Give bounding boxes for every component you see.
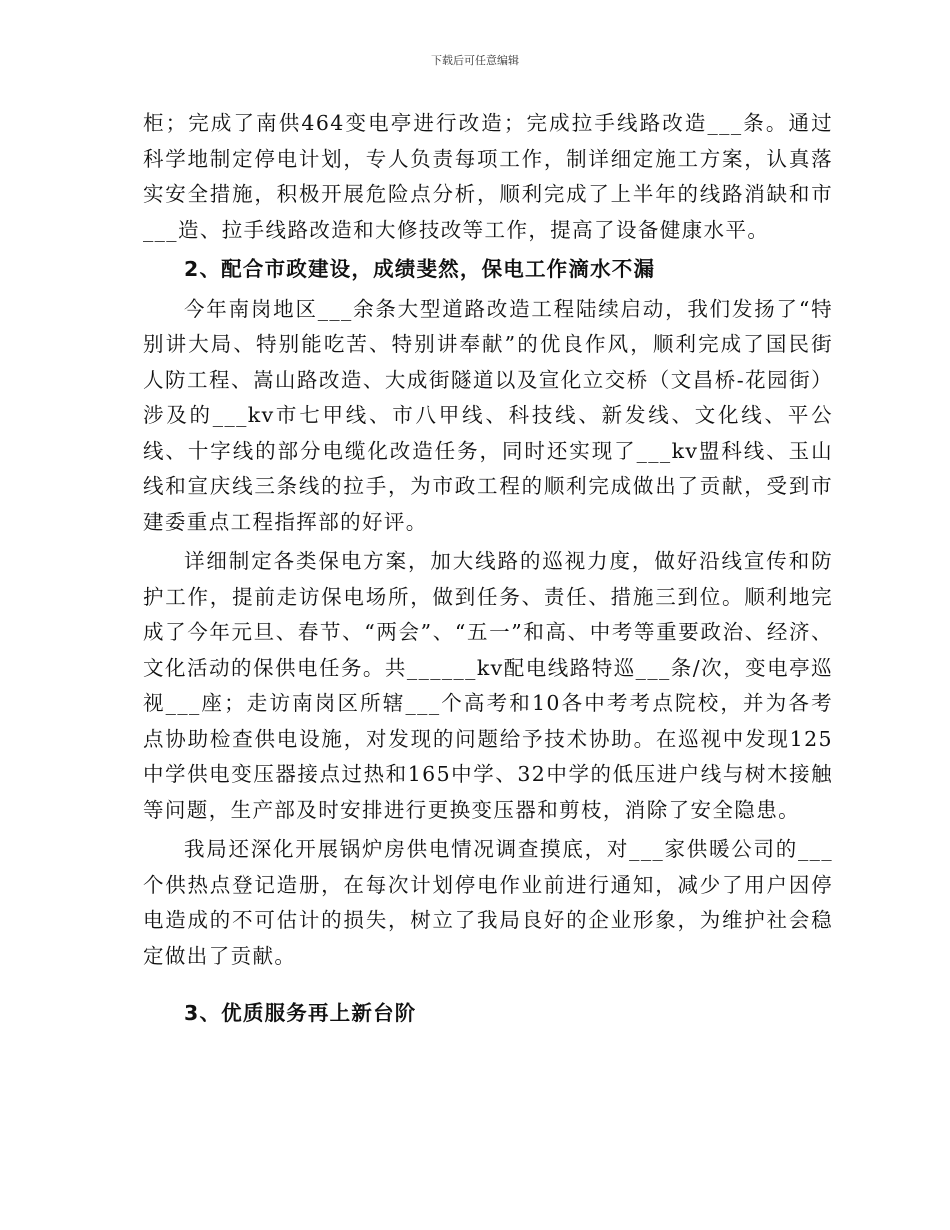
paragraph-boiler-survey: 我局还深化开展锅炉房供电情况调查摸底，对___家供暖公司的___个供热点登记造册，在每次计划停电作业前进行通知，减少了用户因停电造成的不可估计的损失，树立了我局良好的企业形象，为维护社会稳定做出了贡献。: [143, 837, 833, 968]
document-body: [143, 106, 833, 1032]
spacer: [143, 974, 833, 996]
section-heading-municipal: 2、配合市政建设，成绩斐然，保电工作滴水不漏: [184, 257, 656, 281]
paragraph-equipment-upgrade: 柜；完成了南供464变电亭进行改造；完成拉手线路改造___条。通过科学地制定停电计划，专人负责每项工作，制详细定施工方案，认真落实安全措施，积极开展危险点分析，顺利完成了上半年的线路消缺和市___造、拉手线路改造和大修技改等工作，提高了设备健康水平。: [143, 111, 833, 242]
page-header-note: 下载后可任意编辑: [431, 54, 519, 67]
section-heading-service: 3、优质服务再上新台阶: [184, 1001, 417, 1025]
paragraph-road-reconstruction: 今年南岗地区___余条大型道路改造工程陆续启动，我们发扬了“特别讲大局、特别能吃苦、特别讲奉献”的优良作风，顺利完成了国民街人防工程、嵩山路改造、大成街隧道以及宣化立交桥（文昌桥-花园街）涉及的___kv市七甲线、市八甲线、科技线、新发线、文化线、平公线、十字线的部分电缆化改造任务，同时还实现了___kv盟科线、玉山线和宣庆线三条线的拉手，为市政工程的顺利完成做出了贡献，受到市建委重点工程指挥部的好评。: [143, 296, 833, 534]
paragraph-power-protection: 详细制定各类保电方案，加大线路的巡视力度，做好沿线宣传和防护工作，提前走访保电场所，做到任务、责任、措施三到位。顺利地完成了今年元旦、春节、“两会”、“五一”和高、中考等重要政治、经济、文化活动的保供电任务。共______kv配电线路特巡___条/次，变电亭巡视___座；走访南岗区所辖___个高考和10各中考考点院校，并为各考点协助检查供电设施，对发现的问题给予技术协助。在巡视中发现125中学供电变压器接点过热和165中学、32中学的低压进户线与树木接触等问题，生产部及时安排进行更换变压器和剪枝，消除了安全隐患。: [143, 549, 833, 822]
